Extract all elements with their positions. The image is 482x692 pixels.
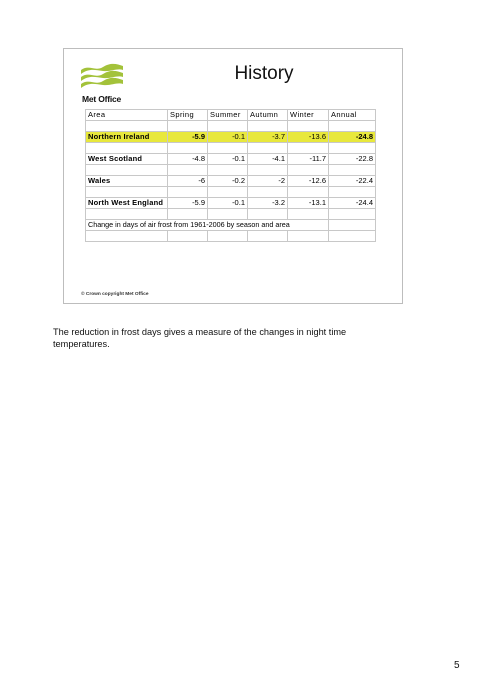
summer-cell: -0.2 [208, 176, 248, 187]
table-row [86, 176, 376, 187]
empty-cell [168, 209, 208, 220]
annual-cell: -22.4 [329, 176, 376, 187]
spacer-row [86, 187, 376, 198]
empty-cell [248, 231, 288, 242]
empty-cell [248, 121, 288, 132]
spring-cell: -6 [168, 176, 208, 187]
empty-cell [288, 143, 329, 154]
empty-cell [329, 121, 376, 132]
empty-cell [208, 165, 248, 176]
autumn-cell: -3.7 [248, 132, 288, 143]
empty-cell [329, 165, 376, 176]
empty-cell [329, 187, 376, 198]
table-row [86, 154, 376, 165]
empty-cell [86, 165, 168, 176]
empty-cell [168, 231, 208, 242]
summer-cell: -0.1 [208, 198, 248, 209]
winter-cell: -12.6 [288, 176, 329, 187]
table-row [86, 198, 376, 209]
area-cell: Northern Ireland [86, 132, 168, 143]
summer-cell: -0.1 [208, 154, 248, 165]
header-autumn: Autumn [248, 110, 288, 121]
header-winter: Winter [288, 110, 329, 121]
empty-cell [168, 121, 208, 132]
wave-logo-icon [79, 62, 125, 92]
empty-cell [329, 209, 376, 220]
header-spring: Spring [168, 110, 208, 121]
empty-cell [248, 187, 288, 198]
summer-cell: -0.1 [208, 132, 248, 143]
annual-cell: -24.8 [329, 132, 376, 143]
slide-caption: The reduction in frost days gives a measure of the changes in night time temperatures. [53, 327, 347, 349]
empty-cell [288, 121, 329, 132]
empty-cell [86, 231, 168, 242]
winter-cell: -13.6 [288, 132, 329, 143]
spacer-row [86, 143, 376, 154]
spacer-row [86, 121, 376, 132]
empty-cell [248, 165, 288, 176]
empty-cell [208, 143, 248, 154]
header-summer: Summer [208, 110, 248, 121]
frost-table [85, 109, 376, 242]
table-row [86, 132, 376, 143]
met-office-logo [79, 62, 129, 108]
spring-cell: -5.9 [168, 132, 208, 143]
spring-cell: -4.8 [168, 154, 208, 165]
empty-cell [168, 187, 208, 198]
area-cell: North West England [86, 198, 168, 209]
annual-cell: -22.8 [329, 154, 376, 165]
autumn-cell: -2 [248, 176, 288, 187]
empty-cell [329, 231, 376, 242]
empty-cell [86, 209, 168, 220]
empty-cell [329, 220, 376, 231]
area-cell: Wales [86, 176, 168, 187]
slide [63, 48, 403, 304]
spacer-row [86, 231, 376, 242]
empty-cell [288, 231, 329, 242]
empty-cell [86, 143, 168, 154]
empty-cell [208, 209, 248, 220]
empty-cell [288, 165, 329, 176]
empty-cell [86, 121, 168, 132]
table-note: Change in days of air frost from 1961-2006 by season and area [86, 220, 329, 231]
area-cell: West Scotland [86, 154, 168, 165]
autumn-cell: -4.1 [248, 154, 288, 165]
winter-cell: -13.1 [288, 198, 329, 209]
empty-cell [86, 187, 168, 198]
spacer-row [86, 165, 376, 176]
empty-cell [248, 143, 288, 154]
empty-cell [208, 121, 248, 132]
empty-cell [208, 187, 248, 198]
spacer-row [86, 209, 376, 220]
empty-cell [329, 143, 376, 154]
empty-cell [288, 187, 329, 198]
copyright-notice: © Crown copyright Met Office [81, 292, 149, 297]
empty-cell [248, 209, 288, 220]
slide-title: History [234, 63, 294, 84]
header-area: Area [86, 110, 168, 121]
empty-cell [288, 209, 329, 220]
empty-cell [208, 231, 248, 242]
table-header-row [86, 110, 376, 121]
annual-cell: -24.4 [329, 198, 376, 209]
header-annual: Annual [329, 110, 376, 121]
page-number: 5 [454, 660, 460, 671]
autumn-cell: -3.2 [248, 198, 288, 209]
table-note-row [86, 220, 376, 231]
empty-cell [168, 165, 208, 176]
empty-cell [168, 143, 208, 154]
spring-cell: -5.9 [168, 198, 208, 209]
winter-cell: -11.7 [288, 154, 329, 165]
logo-text: Met Office [82, 94, 122, 104]
